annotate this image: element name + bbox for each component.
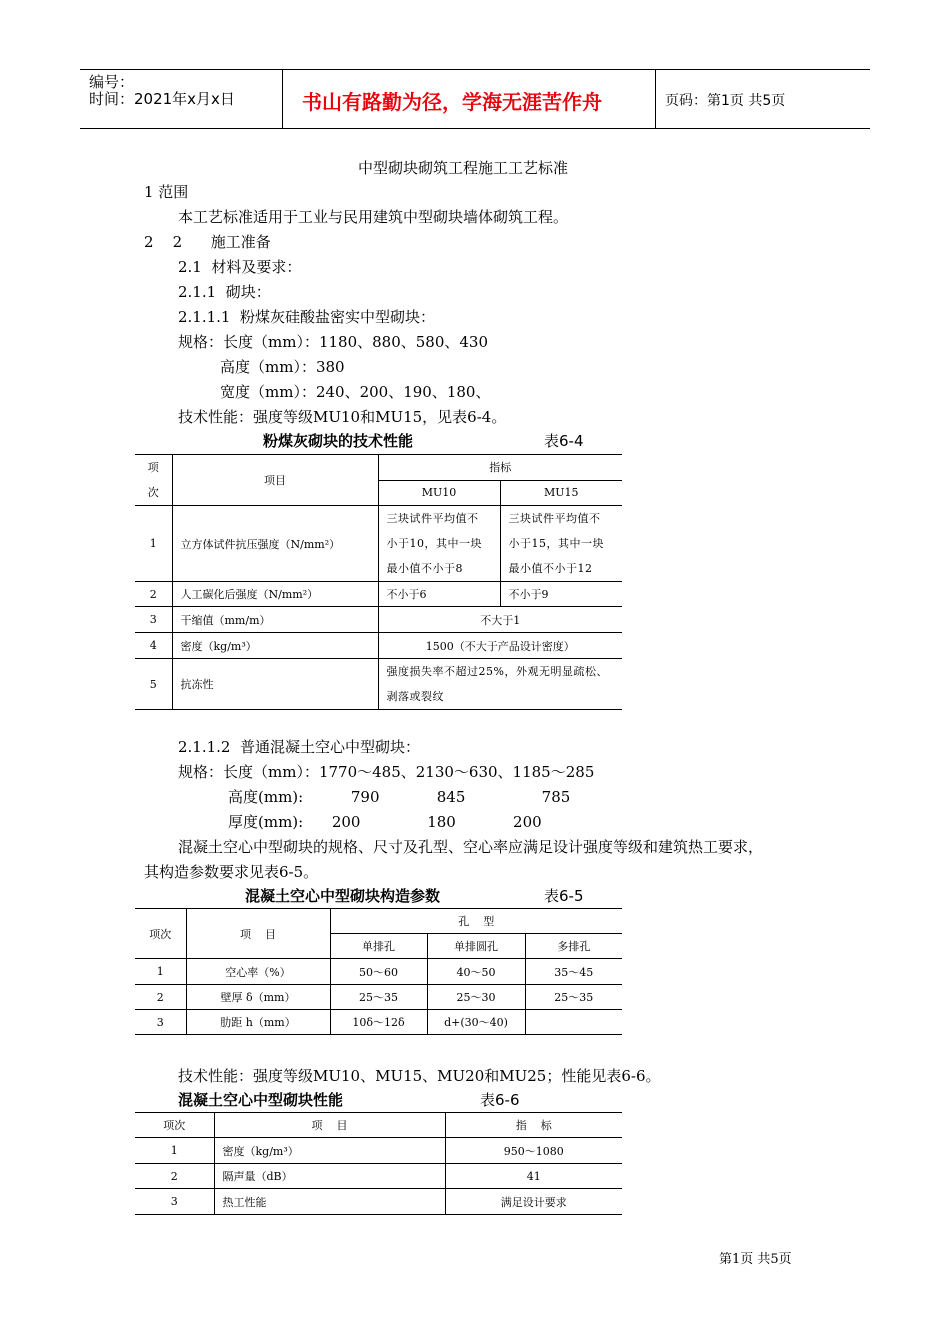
tech-performance-text: 技术性能：强度等级MU10和MU15，见表6-4。 [178, 408, 507, 426]
spec-width: 宽度（mm）：240、200、190、180、 [220, 383, 491, 401]
table-row [135, 582, 622, 607]
row-item: 空心率（%） [186, 959, 330, 985]
header-divider-right [655, 69, 656, 128]
table-row [135, 959, 622, 985]
table-6-6-caption: 混凝土空心中型砌块性能 [178, 1091, 344, 1109]
row-c2: d+(30～40) [427, 1010, 525, 1035]
row-no: 5 [135, 659, 172, 710]
table-header-item: 项 目 [214, 1113, 445, 1138]
table-header-no: 项次 [135, 1113, 214, 1138]
table-6-5-number: 表6-5 [544, 887, 584, 905]
doc-code-label: 编号： [89, 73, 135, 91]
table-6-6 [135, 1112, 622, 1215]
row-c2: 40～50 [427, 959, 525, 985]
row-c3 [525, 1010, 622, 1035]
row-no: 2 [135, 1164, 214, 1189]
row-item: 干缩值（mm/m） [172, 607, 378, 633]
section-1-heading: 1 范围 [144, 183, 189, 201]
row-mu15: 不小于9 [500, 582, 622, 607]
row-mu10-line: 三块试件平均值不 [386, 512, 479, 525]
table-header-mu10: MU10 [378, 480, 500, 506]
row-no: 4 [135, 633, 172, 659]
row-item: 壁厚 δ（mm） [186, 985, 330, 1010]
section-2-1-1-2-heading: 2.1.1.2 普通混凝土空心中型砌块： [178, 738, 421, 756]
spec-length: 规格：长度（mm）：1180、880、580、430 [178, 333, 489, 351]
table-header-item: 项目 [172, 455, 378, 506]
row-c1: 25～35 [330, 985, 427, 1010]
row-item: 立方体试件抗压强度（N/mm²） [172, 506, 378, 582]
table-header-hole-type: 孔 型 [330, 909, 622, 934]
row-mu15-line: 最小值不小于12 [508, 562, 593, 575]
row-c1: 50～60 [330, 959, 427, 985]
row-item: 密度（kg/m³） [172, 633, 378, 659]
row-merged-value [378, 659, 622, 710]
table-header-multi-row: 多排孔 [525, 934, 622, 959]
table-header-index: 指标 [378, 455, 622, 481]
row-merged-line: 剥落或裂纹 [386, 690, 444, 703]
section-2-1-1-heading: 2.1.1 砌块： [178, 283, 271, 301]
row-mu10-line: 最小值不小于8 [386, 562, 463, 575]
doc-title: 中型砌块砌筑工程施工工艺标准 [358, 159, 569, 177]
table-row [135, 1138, 622, 1164]
spec2-length: 规格：长度（mm）：1770～485、2130～630、1185～285 [178, 763, 595, 781]
row-c1: 10δ～12δ [330, 1010, 427, 1035]
table-header-item: 项 目 [186, 909, 330, 959]
row-item: 人工碳化后强度（N/mm²） [172, 582, 378, 607]
spec2-height: 高度(mm): 790 845 785 [228, 788, 571, 806]
header-motto: 书山有路勤为径，学海无涯苦作舟 [302, 90, 602, 114]
table-6-4-caption: 粉煤灰砌块的技术性能 [263, 432, 414, 450]
table-row [135, 1164, 622, 1189]
row-no: 3 [135, 1189, 214, 1215]
table-row [135, 985, 622, 1010]
table-header-mu15: MU15 [500, 480, 622, 506]
spec-height: 高度（mm）：380 [220, 358, 345, 376]
row-no: 3 [135, 607, 172, 633]
row-mu15 [500, 506, 622, 582]
table-row [135, 607, 622, 633]
table-header-index: 指 标 [445, 1113, 622, 1138]
tech-performance-text-2: 技术性能：强度等级MU10、MU15、MU20和MU25；性能见表6-6。 [178, 1067, 661, 1085]
table-row [135, 506, 622, 582]
section-2-heading: 2 2 施工准备 [144, 233, 271, 251]
row-c2: 25～30 [427, 985, 525, 1010]
row-value: 41 [445, 1164, 622, 1189]
table-6-5 [135, 908, 622, 1035]
row-mu10-line: 小于10，其中一块 [386, 537, 482, 550]
table-row [135, 633, 622, 659]
row-no: 1 [135, 959, 186, 985]
table-6-6-number: 表6-6 [480, 1091, 520, 1109]
row-no: 1 [135, 1138, 214, 1164]
table-row [135, 1189, 622, 1215]
para-hollow-block: 混凝土空心中型砌块的规格、尺寸及孔型、空心率应满足设计强度等级和建筑热工要求， [178, 838, 764, 856]
header-no-line1: 项 [147, 461, 159, 474]
row-no: 2 [135, 985, 186, 1010]
header-no-line2: 次 [147, 486, 159, 499]
row-item: 抗冻性 [172, 659, 378, 710]
spec2-thickness: 厚度(mm): 200 180 200 [228, 813, 542, 831]
row-mu15-line: 三块试件平均值不 [508, 512, 601, 525]
row-item: 肋距 h（mm） [186, 1010, 330, 1035]
page-footer: 第1页 共5页 [719, 1252, 792, 1267]
header-bottom-rule [80, 128, 870, 129]
section-2-1-1-1-heading: 2.1.1.1 粉煤灰硅酸盐密实中型砌块： [178, 308, 436, 326]
table-header-single-round: 单排圆孔 [427, 934, 525, 959]
table-header-no [135, 455, 172, 506]
row-no: 2 [135, 582, 172, 607]
para-hollow-block-cont: 其构造参数要求见表6-5。 [144, 863, 319, 881]
row-merged-value: 不大于1 [378, 607, 622, 633]
row-item: 热工性能 [214, 1189, 445, 1215]
row-merged-value: 1500（不大于产品设计密度） [378, 633, 622, 659]
header-divider-left [282, 69, 283, 128]
table-header-single-row: 单排孔 [330, 934, 427, 959]
row-value: 950～1080 [445, 1138, 622, 1164]
table-row [135, 659, 622, 710]
row-c3: 35～45 [525, 959, 622, 985]
header-top-rule [80, 69, 870, 70]
row-item: 密度（kg/m³） [214, 1138, 445, 1164]
row-mu10 [378, 506, 500, 582]
table-6-4-number: 表6-4 [544, 432, 584, 450]
row-mu10: 不小于6 [378, 582, 500, 607]
header-page-info: 页码：第1页 共5页 [665, 93, 786, 109]
row-mu15-line: 小于15，其中一块 [508, 537, 604, 550]
table-6-4 [135, 454, 622, 710]
table-6-5-caption: 混凝土空心中型砌块构造参数 [245, 887, 441, 905]
row-value: 满足设计要求 [445, 1189, 622, 1215]
section-1-text: 本工艺标准适用于工业与民用建筑中型砌块墙体砌筑工程。 [178, 208, 569, 226]
row-no: 3 [135, 1010, 186, 1035]
row-merged-line: 强度损失率不超过25%，外观无明显疏松、 [386, 665, 608, 678]
section-2-1-heading: 2.1 材料及要求： [178, 258, 302, 276]
row-c3: 25～35 [525, 985, 622, 1010]
doc-time-label: 时间：2021年x月x日 [89, 90, 235, 108]
row-item: 隔声量（dB） [214, 1164, 445, 1189]
table-row [135, 1010, 622, 1035]
table-header-no: 项次 [135, 909, 186, 959]
row-no: 1 [135, 506, 172, 582]
